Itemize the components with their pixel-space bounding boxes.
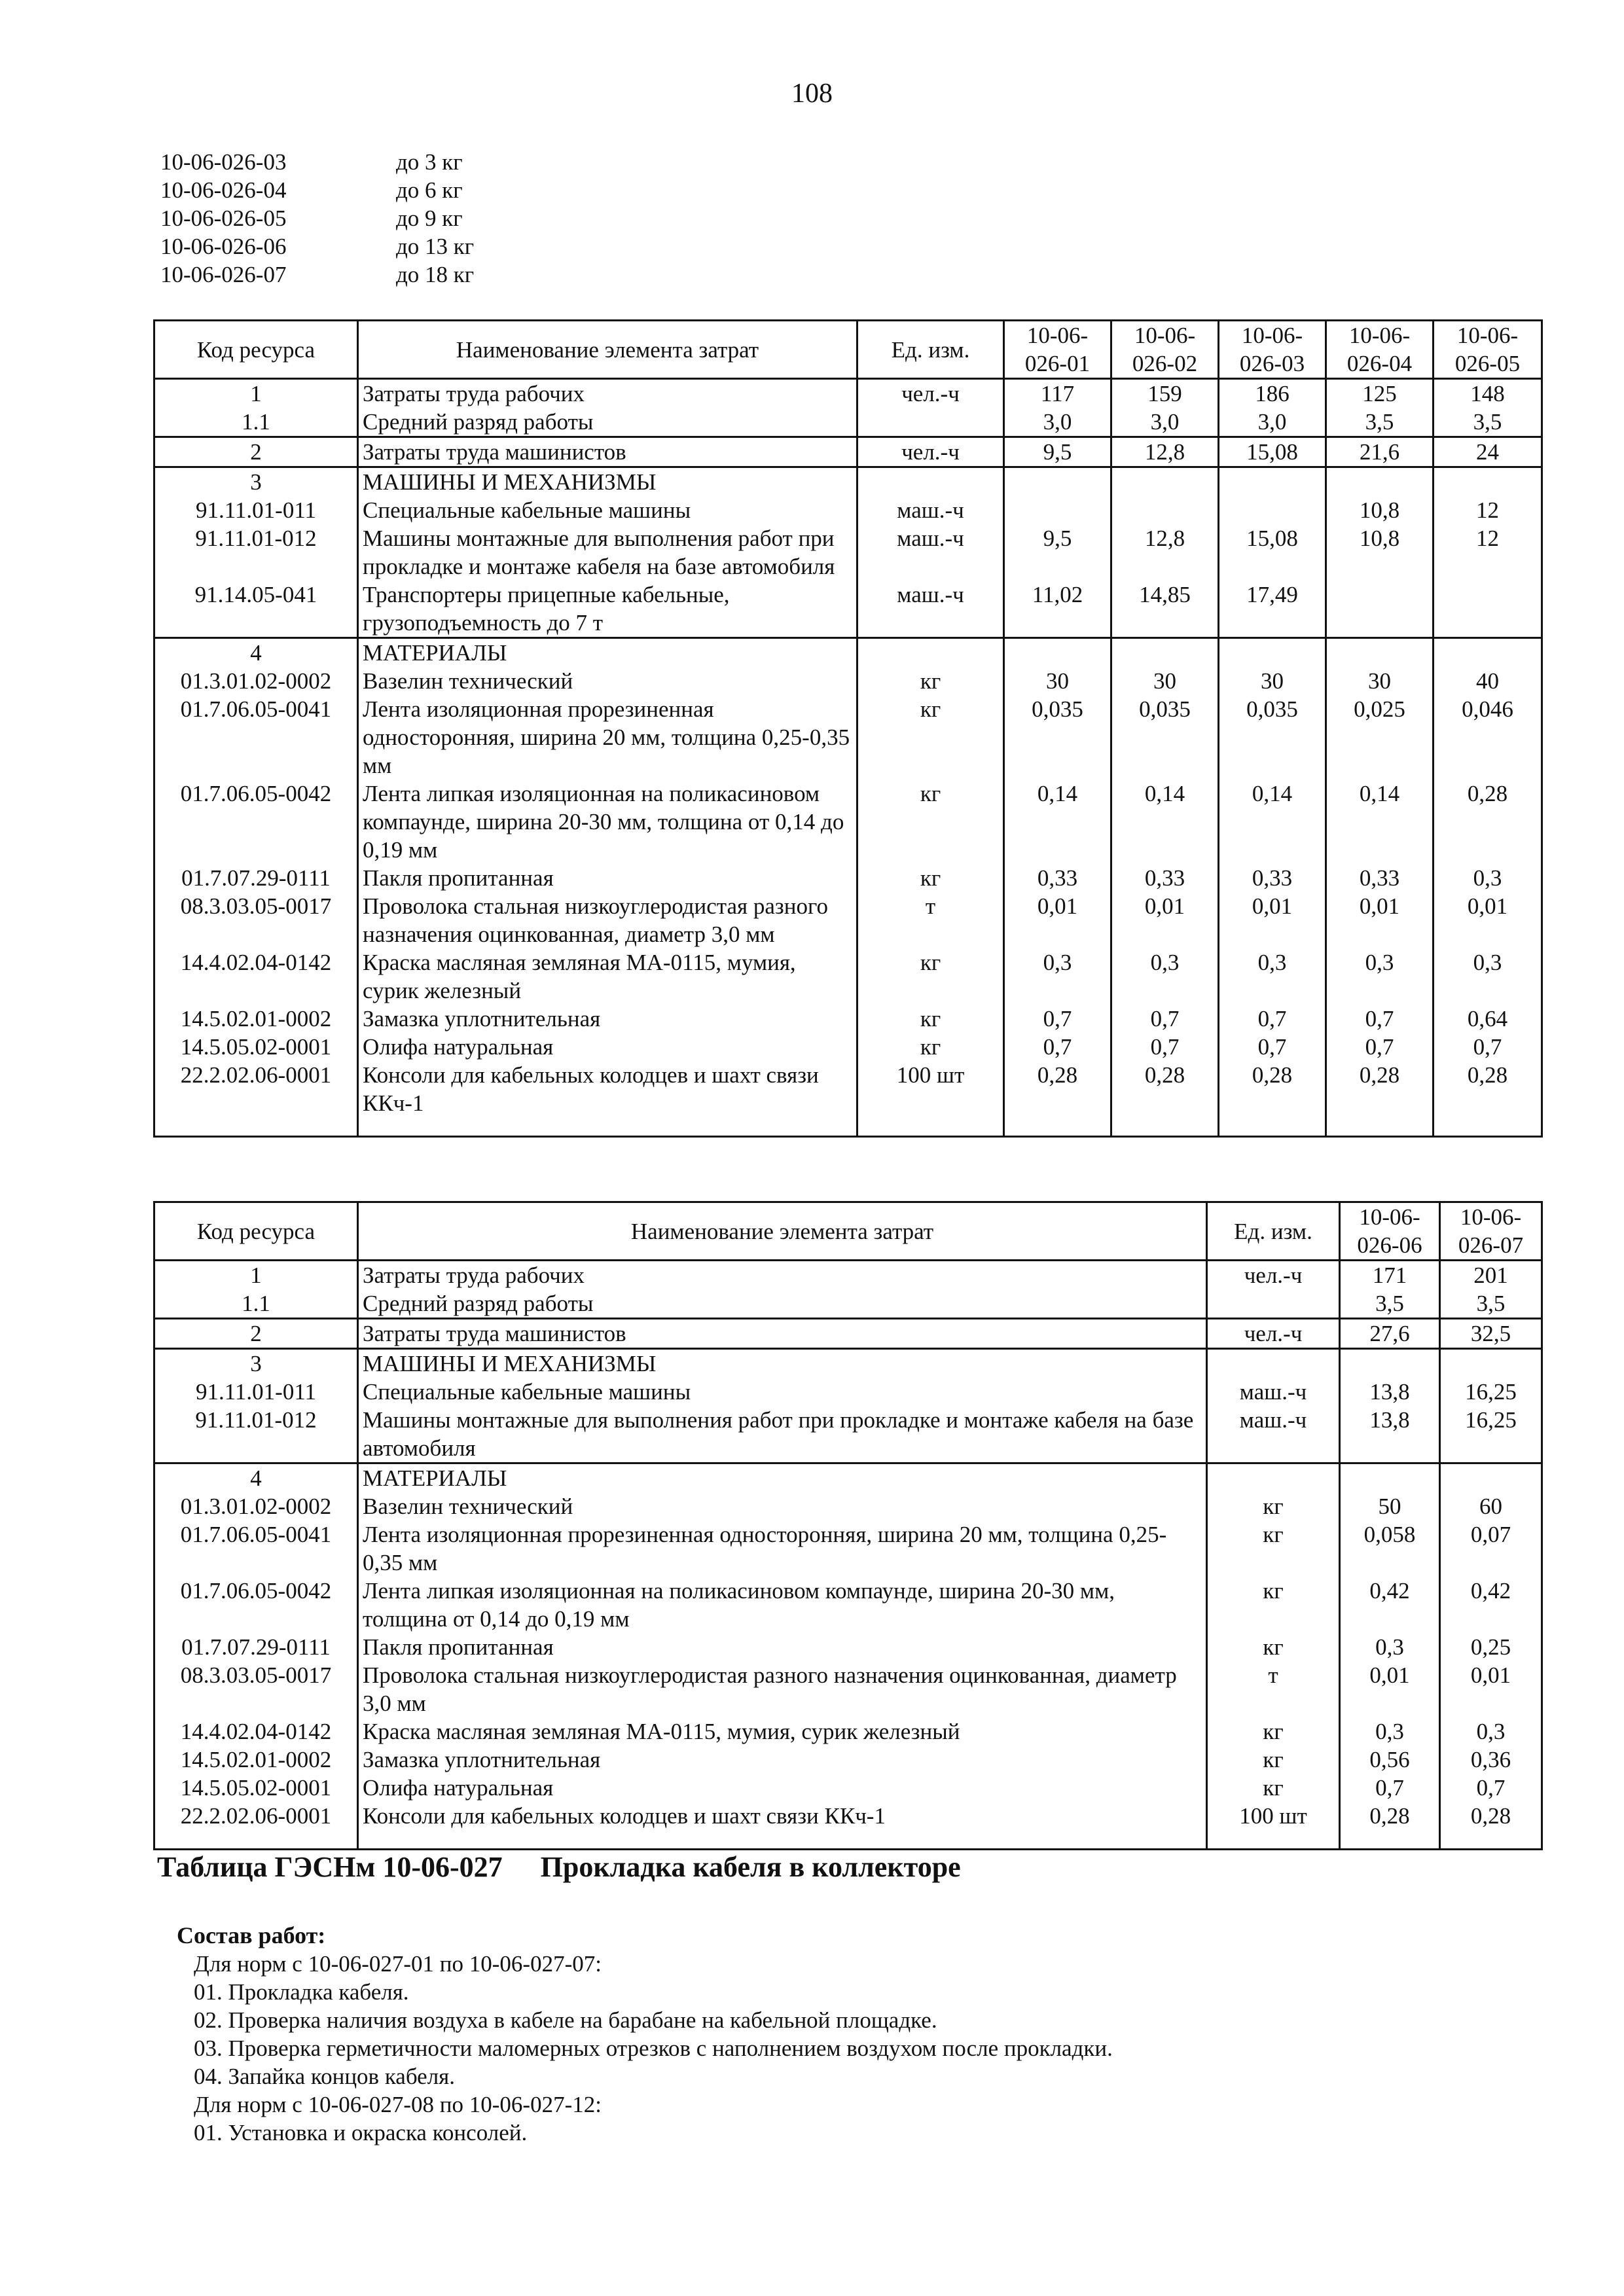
- norm-value: 0,33: [1004, 864, 1111, 892]
- norm-value: 0,7: [1326, 1033, 1434, 1061]
- resource-name: Лента изоляционная прорезиненная односторонняя, ширина 20 мм, толщина 0,25-0,35 мм: [358, 1520, 1207, 1577]
- header-unit: Ед. изм.: [1207, 1202, 1340, 1261]
- resource-code: 1: [154, 379, 358, 408]
- resource-code: 14.4.02.04-0142: [154, 1717, 358, 1746]
- table-row: [154, 695, 1542, 780]
- unit: [1207, 1349, 1340, 1378]
- unit: маш.-ч: [1207, 1406, 1340, 1463]
- norm-value: [1326, 638, 1434, 668]
- norm-value: 30: [1219, 667, 1326, 695]
- norm-value: 0,42: [1340, 1577, 1440, 1633]
- table-row: [154, 496, 1542, 524]
- norm-value: 0,33: [1326, 864, 1434, 892]
- norm-value: [1440, 1349, 1542, 1378]
- norm-value: 0,28: [1326, 1061, 1434, 1137]
- table-row: [154, 864, 1542, 892]
- work-line: 04. Запайка концов кабеля.: [194, 2064, 456, 2089]
- table-title: Прокладка кабеля в коллекторе: [540, 1851, 961, 1883]
- norm-value: 0,01: [1219, 892, 1326, 948]
- norm-value: [1004, 496, 1111, 524]
- table-row: [154, 1746, 1542, 1774]
- table-row: [154, 581, 1542, 638]
- variant-label: до 18 кг: [396, 262, 475, 287]
- norm-value: 0,01: [1340, 1661, 1440, 1717]
- table-row: [154, 379, 1542, 408]
- resource-code: 22.2.02.06-0001: [154, 1802, 358, 1850]
- resource-name: Лента изоляционная прорезиненная односторонняя, ширина 20 мм, толщина 0,25-0,35 мм: [358, 695, 857, 780]
- resource-name: Олифа натуральная: [358, 1033, 857, 1061]
- norm-value: 0,01: [1326, 892, 1434, 948]
- table-row: [154, 892, 1542, 948]
- norm-value: 0,7: [1111, 1033, 1219, 1061]
- table-row: [154, 948, 1542, 1005]
- work-line: 03. Проверка герметичности маломерных отрезков с наполнением воздухом после прокладки.: [194, 2036, 1113, 2061]
- resource-code: 4: [154, 638, 358, 668]
- variant-row: [160, 176, 474, 204]
- norm-value: 0,01: [1111, 892, 1219, 948]
- norm-value: 40: [1434, 667, 1542, 695]
- norm-value: 0,7: [1340, 1774, 1440, 1802]
- norm-value: 0,3: [1219, 948, 1326, 1005]
- works-heading: Состав работ:: [177, 1922, 326, 1948]
- header-norm-col: 10-06- 026-05: [1434, 321, 1542, 379]
- unit: маш.-ч: [857, 581, 1004, 638]
- norm-value: [1340, 1349, 1440, 1378]
- norm-value: 0,07: [1440, 1520, 1542, 1577]
- norm-value: [1219, 496, 1326, 524]
- norm-value: 17,49: [1219, 581, 1326, 638]
- norm-value: 171: [1340, 1261, 1440, 1290]
- header-norm-col: 10-06- 026-07: [1440, 1202, 1542, 1261]
- norm-value: 0,035: [1004, 695, 1111, 780]
- norm-value: 0,01: [1004, 892, 1111, 948]
- work-line: Для норм с 10-06-027-08 по 10-06-027-12:: [194, 2092, 602, 2117]
- resource-name: МАШИНЫ И МЕХАНИЗМЫ: [358, 467, 857, 497]
- unit: чел.-ч: [857, 437, 1004, 467]
- resource-name: Замазка уплотнительная: [358, 1746, 1207, 1774]
- resource-code: 14.4.02.04-0142: [154, 948, 358, 1005]
- unit: 100 шт: [857, 1061, 1004, 1137]
- resource-name: Пакля пропитанная: [358, 864, 857, 892]
- norm-value: 0,25: [1440, 1633, 1542, 1661]
- variant-label: до 6 кг: [396, 177, 463, 203]
- work-line: 01. Прокладка кабеля.: [194, 1979, 409, 2005]
- norm-value: [1004, 638, 1111, 668]
- resource-code: 1.1: [154, 1289, 358, 1319]
- variant-row: [160, 148, 474, 176]
- norm-value: 159: [1111, 379, 1219, 408]
- table-row: [154, 1577, 1542, 1633]
- resource-name: Затраты труда машинистов: [358, 437, 857, 467]
- unit: чел.-ч: [1207, 1261, 1340, 1290]
- table-row: [154, 667, 1542, 695]
- norm-value: 16,25: [1440, 1406, 1542, 1463]
- unit: [1207, 1289, 1340, 1319]
- table-row: [154, 1661, 1542, 1717]
- table-header-row: [154, 321, 1542, 379]
- norm-value: 30: [1326, 667, 1434, 695]
- resource-name: Консоли для кабельных колодцев и шахт связи ККч-1: [358, 1802, 1207, 1850]
- resource-code: 1.1: [154, 408, 358, 437]
- resource-table-2: [153, 1201, 1543, 1850]
- resource-code: 91.11.01-011: [154, 496, 358, 524]
- norm-value: 3,5: [1434, 408, 1542, 437]
- resource-name: МАТЕРИАЛЫ: [358, 1463, 1207, 1493]
- resource-code: 91.14.05-041: [154, 581, 358, 638]
- unit: [1207, 1463, 1340, 1493]
- resource-code: 4: [154, 1463, 358, 1493]
- unit: кг: [857, 864, 1004, 892]
- unit: кг: [1207, 1520, 1340, 1577]
- resource-name: Вазелин технический: [358, 1492, 1207, 1520]
- norm-value: 0,7: [1111, 1005, 1219, 1033]
- norm-value: 0,7: [1440, 1774, 1542, 1802]
- resource-name: Машины монтажные для выполнения работ при прокладке и монтаже кабеля на базе автомобиля: [358, 1406, 1207, 1463]
- norm-value: 0,3: [1326, 948, 1434, 1005]
- variant-code: 10-06-026-06: [160, 234, 287, 259]
- norm-value: 0,3: [1004, 948, 1111, 1005]
- norm-value: 125: [1326, 379, 1434, 408]
- norm-value: 0,28: [1340, 1802, 1440, 1850]
- work-line: 01. Установка и окраска консолей.: [194, 2120, 528, 2145]
- norm-value: 12: [1434, 524, 1542, 581]
- resource-name: Специальные кабельные машины: [358, 1378, 1207, 1406]
- norm-value: [1340, 1463, 1440, 1493]
- work-line: 02. Проверка наличия воздуха в кабеле на барабане на кабельной площадке.: [194, 2007, 937, 2033]
- variant-label: до 3 кг: [396, 149, 463, 175]
- variant-row: [160, 204, 474, 232]
- norm-value: 0,035: [1111, 695, 1219, 780]
- resource-name: Средний разряд работы: [358, 408, 857, 437]
- header-code: Код ресурса: [154, 321, 358, 379]
- norm-value: 60: [1440, 1492, 1542, 1520]
- table-row: [154, 1319, 1542, 1349]
- norm-value: [1111, 638, 1219, 668]
- resource-code: 08.3.03.05-0017: [154, 892, 358, 948]
- table-row: [154, 1717, 1542, 1746]
- table-row: [154, 1774, 1542, 1802]
- resource-code: 91.11.01-011: [154, 1378, 358, 1406]
- resource-code: 01.7.06.05-0041: [154, 695, 358, 780]
- resource-code: 01.7.06.05-0041: [154, 1520, 358, 1577]
- norm-value: 0,3: [1434, 864, 1542, 892]
- table-header-row: [154, 1202, 1542, 1261]
- unit: кг: [1207, 1774, 1340, 1802]
- resource-code: 14.5.02.01-0002: [154, 1005, 358, 1033]
- norm-value: 10,8: [1326, 496, 1434, 524]
- norm-value: 3,5: [1326, 408, 1434, 437]
- resource-name: Специальные кабельные машины: [358, 496, 857, 524]
- norm-value: [1111, 467, 1219, 497]
- resource-name: Затраты труда рабочих: [358, 1261, 1207, 1290]
- table-row: [154, 1289, 1542, 1319]
- unit: кг: [857, 948, 1004, 1005]
- norm-value: 3,5: [1440, 1289, 1542, 1319]
- table-row: [154, 408, 1542, 437]
- table-row: [154, 638, 1542, 668]
- norm-value: 0,14: [1326, 780, 1434, 864]
- variant-label: до 9 кг: [396, 206, 463, 231]
- norm-value: 148: [1434, 379, 1542, 408]
- norm-value: 50: [1340, 1492, 1440, 1520]
- norm-value: 32,5: [1440, 1319, 1542, 1349]
- resource-code: 3: [154, 1349, 358, 1378]
- norm-value: 0,7: [1434, 1033, 1542, 1061]
- resource-code: 01.3.01.02-0002: [154, 1492, 358, 1520]
- norm-value: 0,14: [1004, 780, 1111, 864]
- resource-name: Консоли для кабельных колодцев и шахт связи ККч-1: [358, 1061, 857, 1137]
- norm-value: 9,5: [1004, 524, 1111, 581]
- resource-code: 01.7.07.29-0111: [154, 1633, 358, 1661]
- norm-value: 15,08: [1219, 437, 1326, 467]
- norm-value: 0,3: [1440, 1717, 1542, 1746]
- header-name: Наименование элемента затрат: [358, 321, 857, 379]
- norm-value: 16,25: [1440, 1378, 1542, 1406]
- resource-code: 2: [154, 437, 358, 467]
- works-composition: [177, 1921, 1113, 2147]
- table-row: [154, 524, 1542, 581]
- norm-value: 0,7: [1004, 1033, 1111, 1061]
- norm-value: 0,28: [1440, 1802, 1542, 1850]
- resource-name: Проволока стальная низкоуглеродистая разного назначения оцинкованная, диаметр 3,0 мм: [358, 892, 857, 948]
- page-number: 108: [791, 79, 833, 109]
- norm-value: 0,7: [1326, 1005, 1434, 1033]
- variant-row: [160, 260, 474, 289]
- resource-name: Проволока стальная низкоуглеродистая разного назначения оцинкованная, диаметр 3,0 мм: [358, 1661, 1207, 1717]
- norm-value: 27,6: [1340, 1319, 1440, 1349]
- resource-name: Олифа натуральная: [358, 1774, 1207, 1802]
- unit: кг: [1207, 1717, 1340, 1746]
- norm-value: 0,035: [1219, 695, 1326, 780]
- norm-value: 0,01: [1440, 1661, 1542, 1717]
- unit: кг: [857, 780, 1004, 864]
- resource-code: 08.3.03.05-0017: [154, 1661, 358, 1717]
- norm-value: 0,7: [1004, 1005, 1111, 1033]
- header-norm-col: 10-06- 026-01: [1004, 321, 1111, 379]
- resource-code: 14.5.05.02-0001: [154, 1774, 358, 1802]
- norm-value: 0,64: [1434, 1005, 1542, 1033]
- norm-value: 0,42: [1440, 1577, 1542, 1633]
- norm-value: 0,025: [1326, 695, 1434, 780]
- resource-name: Затраты труда рабочих: [358, 379, 857, 408]
- resource-name: МАШИНЫ И МЕХАНИЗМЫ: [358, 1349, 1207, 1378]
- norm-value: 11,02: [1004, 581, 1111, 638]
- resource-code: 2: [154, 1319, 358, 1349]
- variant-code: 10-06-026-07: [160, 262, 287, 287]
- header-norm-col: 10-06- 026-03: [1219, 321, 1326, 379]
- table-row: [154, 1005, 1542, 1033]
- header-norm-col: 10-06- 026-06: [1340, 1202, 1440, 1261]
- resource-name: МАТЕРИАЛЫ: [358, 638, 857, 668]
- table-row: [154, 1378, 1542, 1406]
- resource-name: Краска масляная земляная МА-0115, мумия, сурик железный: [358, 948, 857, 1005]
- unit: маш.-ч: [1207, 1378, 1340, 1406]
- unit: [857, 467, 1004, 497]
- table-row: [154, 1061, 1542, 1137]
- resource-code: 3: [154, 467, 358, 497]
- resource-name: Краска масляная земляная МА-0115, мумия, сурик железный: [358, 1717, 1207, 1746]
- norm-value: 9,5: [1004, 437, 1111, 467]
- table-row: [154, 437, 1542, 467]
- unit: кг: [857, 1005, 1004, 1033]
- work-line: Для норм с 10-06-027-01 по 10-06-027-07:: [194, 1951, 602, 1977]
- resource-code: 22.2.02.06-0001: [154, 1061, 358, 1137]
- norm-value: 0,01: [1434, 892, 1542, 948]
- norm-value: 0,56: [1340, 1746, 1440, 1774]
- table-row: [154, 467, 1542, 497]
- norm-value: 3,0: [1004, 408, 1111, 437]
- header-code: Код ресурса: [154, 1202, 358, 1261]
- resource-code: 91.11.01-012: [154, 524, 358, 581]
- resource-name: Лента липкая изоляционная на поликасиновом компаунде, ширина 20-30 мм, толщина от 0,14 до 0,19 мм: [358, 1577, 1207, 1633]
- norm-value: 3,5: [1340, 1289, 1440, 1319]
- table-row: [154, 1349, 1542, 1378]
- norm-value: 0,7: [1219, 1005, 1326, 1033]
- header-name: Наименование элемента затрат: [358, 1202, 1207, 1261]
- norm-value: 0,3: [1340, 1717, 1440, 1746]
- unit: [857, 638, 1004, 668]
- norm-value: [1004, 467, 1111, 497]
- norm-value: [1326, 581, 1434, 638]
- variant-row: [160, 232, 474, 260]
- norm-value: 0,3: [1340, 1633, 1440, 1661]
- norm-value: [1326, 467, 1434, 497]
- norm-value: [1434, 467, 1542, 497]
- resource-code: 01.7.07.29-0111: [154, 864, 358, 892]
- table-row: [154, 1463, 1542, 1493]
- header-unit: Ед. изм.: [857, 321, 1004, 379]
- resource-code: 14.5.05.02-0001: [154, 1033, 358, 1061]
- variant-label: до 13 кг: [396, 234, 475, 259]
- resource-table-1: [153, 319, 1543, 1138]
- unit: т: [857, 892, 1004, 948]
- variant-code: 10-06-026-05: [160, 206, 287, 231]
- norm-value: 201: [1440, 1261, 1542, 1290]
- norm-value: 0,3: [1111, 948, 1219, 1005]
- header-norm-col: 10-06- 026-02: [1111, 321, 1219, 379]
- norm-value: 12: [1434, 496, 1542, 524]
- norm-value: 0,33: [1219, 864, 1326, 892]
- norm-value: [1434, 581, 1542, 638]
- norm-value: [1219, 467, 1326, 497]
- unit: кг: [1207, 1577, 1340, 1633]
- norm-value: 13,8: [1340, 1406, 1440, 1463]
- unit: кг: [1207, 1633, 1340, 1661]
- resource-name: Вазелин технический: [358, 667, 857, 695]
- unit: маш.-ч: [857, 524, 1004, 581]
- table-body: [154, 379, 1542, 1137]
- next-table-title: [157, 1849, 961, 1886]
- norm-value: 12,8: [1111, 437, 1219, 467]
- variant-code: 10-06-026-04: [160, 177, 287, 203]
- norm-value: 117: [1004, 379, 1111, 408]
- unit: т: [1207, 1661, 1340, 1717]
- unit: чел.-ч: [857, 379, 1004, 408]
- table-row: [154, 1033, 1542, 1061]
- header-norm-col: 10-06- 026-04: [1326, 321, 1434, 379]
- unit: чел.-ч: [1207, 1319, 1340, 1349]
- norm-value: 12,8: [1111, 524, 1219, 581]
- norm-value: 0,3: [1434, 948, 1542, 1005]
- unit: 100 шт: [1207, 1802, 1340, 1850]
- norm-value: 0,36: [1440, 1746, 1542, 1774]
- table-row: [154, 1802, 1542, 1850]
- norm-value: [1440, 1463, 1542, 1493]
- resource-name: Транспортеры прицепные кабельные, грузоподъемность до 7 т: [358, 581, 857, 638]
- resource-name: Средний разряд работы: [358, 1289, 1207, 1319]
- resource-code: 01.3.01.02-0002: [154, 667, 358, 695]
- table-row: [154, 1406, 1542, 1463]
- resource-code: 01.7.06.05-0042: [154, 780, 358, 864]
- resource-name: Замазка уплотнительная: [358, 1005, 857, 1033]
- variant-list: [160, 148, 474, 289]
- norm-value: 10,8: [1326, 524, 1434, 581]
- norm-value: [1219, 638, 1326, 668]
- unit: маш.-ч: [857, 496, 1004, 524]
- resource-code: 1: [154, 1261, 358, 1290]
- table-body: [154, 1261, 1542, 1850]
- unit: кг: [857, 667, 1004, 695]
- table-row: [154, 780, 1542, 864]
- norm-value: [1111, 496, 1219, 524]
- resource-code: 14.5.02.01-0002: [154, 1746, 358, 1774]
- norm-value: 0,33: [1111, 864, 1219, 892]
- resource-code: 01.7.06.05-0042: [154, 1577, 358, 1633]
- unit: кг: [1207, 1492, 1340, 1520]
- table-number: Таблица ГЭСНм 10-06-027: [157, 1851, 503, 1883]
- resource-name: Затраты труда машинистов: [358, 1319, 1207, 1349]
- norm-value: 15,08: [1219, 524, 1326, 581]
- variant-code: 10-06-026-03: [160, 149, 287, 175]
- table-row: [154, 1261, 1542, 1290]
- norm-value: 0,28: [1434, 1061, 1542, 1137]
- norm-value: 14,85: [1111, 581, 1219, 638]
- norm-value: 30: [1004, 667, 1111, 695]
- norm-value: 24: [1434, 437, 1542, 467]
- norm-value: 30: [1111, 667, 1219, 695]
- unit: кг: [857, 1033, 1004, 1061]
- norm-value: 186: [1219, 379, 1326, 408]
- resource-code: 91.11.01-012: [154, 1406, 358, 1463]
- norm-value: 0,14: [1111, 780, 1219, 864]
- norm-value: [1434, 638, 1542, 668]
- table-row: [154, 1492, 1542, 1520]
- norm-value: 3,0: [1219, 408, 1326, 437]
- resource-name: Машины монтажные для выполнения работ при прокладке и монтаже кабеля на базе автомобиля: [358, 524, 857, 581]
- unit: кг: [1207, 1746, 1340, 1774]
- norm-value: 0,28: [1111, 1061, 1219, 1137]
- norm-value: 13,8: [1340, 1378, 1440, 1406]
- resource-name: Лента липкая изоляционная на поликасиновом компаунде, ширина 20-30 мм, толщина от 0,14 до 0,19 мм: [358, 780, 857, 864]
- norm-value: 0,7: [1219, 1033, 1326, 1061]
- norm-value: 21,6: [1326, 437, 1434, 467]
- resource-name: Пакля пропитанная: [358, 1633, 1207, 1661]
- works-lines: [177, 1950, 1113, 2147]
- norm-value: 0,28: [1219, 1061, 1326, 1137]
- table-row: [154, 1633, 1542, 1661]
- unit: [857, 408, 1004, 437]
- norm-value: 0,28: [1434, 780, 1542, 864]
- norm-value: 0,058: [1340, 1520, 1440, 1577]
- norm-value: 0,14: [1219, 780, 1326, 864]
- norm-value: 0,28: [1004, 1061, 1111, 1137]
- unit: кг: [857, 695, 1004, 780]
- table-row: [154, 1520, 1542, 1577]
- norm-value: 3,0: [1111, 408, 1219, 437]
- norm-value: 0,046: [1434, 695, 1542, 780]
